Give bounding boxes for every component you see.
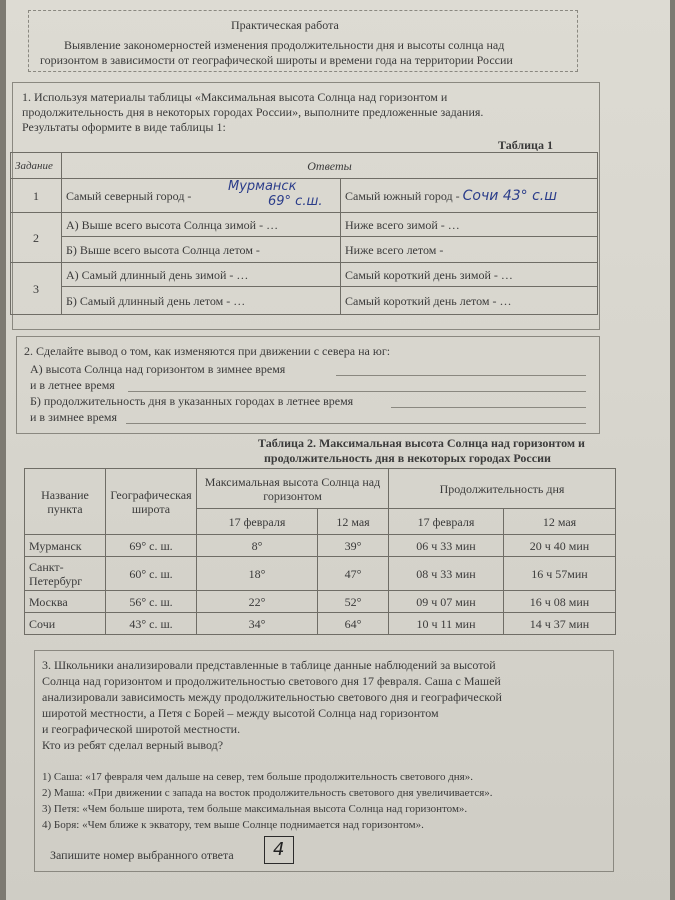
table2-cell-duration-may: 16 ч 57мин xyxy=(504,557,616,591)
task3-option-2: 2) Маша: «При движении с запада на восток продолжительность светового дня увеличивается». xyxy=(42,787,493,799)
handwritten-north-answer-2: 69° с.ш. xyxy=(268,194,323,209)
table1-cell-num: 3 xyxy=(11,263,62,315)
handwritten-south-answer: Сочи 43° с.ш xyxy=(462,187,558,204)
table2-header-name: Название пункта xyxy=(25,469,106,535)
table1-north-label: Самый северный город - xyxy=(66,188,192,203)
table-row xyxy=(11,263,598,287)
table2-title-line2: продолжительность дня в некоторых городах России xyxy=(264,451,551,465)
table2-cell-city: Мурманск xyxy=(25,535,106,557)
table2-cell-height-may: 52° xyxy=(318,591,389,613)
table2-header-height: Максимальная высота Солнца над горизонтом xyxy=(197,469,389,509)
table1-title: Таблица 1 xyxy=(498,138,553,152)
table2-cell-height-may: 47° xyxy=(318,557,389,591)
page-title: Практическая работа xyxy=(231,18,339,32)
table2-cell-duration-may: 20 ч 40 мин xyxy=(504,535,616,557)
task2-line1: 2. Сделайте вывод о том, как изменяются при движении с севера на юг: xyxy=(24,344,391,358)
page-subtitle-line1: Выявление закономерностей изменения продолжительности дня и высоты солнца над xyxy=(64,38,505,52)
table2-cell-duration-may: 14 ч 37 мин xyxy=(504,613,616,635)
answer-line xyxy=(126,423,586,424)
table-row xyxy=(25,557,616,591)
handwritten-north-answer-1: Мурманск xyxy=(228,179,297,194)
table-row xyxy=(11,287,598,315)
table2-cell-duration-feb: 09 ч 07 мин xyxy=(389,591,504,613)
table1-cell-left: Б) Выше всего высота Солнца летом - xyxy=(62,237,341,263)
task3-answer-label: Запишите номер выбранного ответа xyxy=(50,848,234,862)
table1-cell-num: 2 xyxy=(11,213,62,263)
task2-line5: и в зимнее время xyxy=(30,410,118,424)
table2-cell-duration-feb: 08 ч 33 мин xyxy=(389,557,504,591)
table2-cell-lat: 60° с. ш. xyxy=(106,557,197,591)
answer-box[interactable] xyxy=(264,836,294,864)
table1-cell-left: Б) Самый длинный день летом - … xyxy=(62,287,341,315)
table2-cell-height-feb: 18° xyxy=(197,557,318,591)
table-row xyxy=(25,591,616,613)
task3-question: Кто из ребят сделал верный вывод? xyxy=(42,738,224,752)
task3-line5: и географической широтой местности. xyxy=(42,722,241,736)
table1-header-task: Задание xyxy=(11,153,62,179)
table2-cell-height-feb: 8° xyxy=(197,535,318,557)
page-subtitle-line2: горизонтом в зависимости от географической широты и времени года на территории России xyxy=(40,53,513,67)
table2-header-height-feb: 17 февраля xyxy=(197,509,318,535)
table2-cell-lat: 69° с. ш. xyxy=(106,535,197,557)
table2-cell-height-may: 64° xyxy=(318,613,389,635)
table-row xyxy=(25,535,616,557)
task3-line1: 3. Школьники анализировали представленные в таблице данные наблюдений за высотой xyxy=(42,658,496,672)
task2-line2: А) высота Солнца над горизонтом в зимнее время xyxy=(30,362,286,376)
table1-cell-right: Самый короткий день зимой - … xyxy=(341,263,598,287)
table2-title-line1: Таблица 2. Максимальная высота Солнца над горизонтом и xyxy=(258,436,585,450)
task3-line4: широтой местности, а Петя с Борей – между высотой Солнца над горизонтом xyxy=(42,706,439,720)
table1-cell-right: Самый короткий день летом - … xyxy=(341,287,598,315)
table1 xyxy=(10,152,598,315)
table1-cell-num: 1 xyxy=(11,179,62,213)
answer-line xyxy=(128,391,586,392)
task2-line4: Б) продолжительность дня в указанных городах в летнее время xyxy=(30,394,354,408)
table-row xyxy=(11,213,598,237)
table1-cell-left: А) Выше всего высота Солнца зимой - … xyxy=(62,213,341,237)
table2-cell-height-may: 39° xyxy=(318,535,389,557)
task3-line3: анализировали зависимость между продолжительностью светового дня и географической xyxy=(42,690,502,704)
task1-line2: продолжительность дня в некоторых городах России», выполните предложенные задания. xyxy=(22,105,484,119)
table2-header-lat: Географическая широта xyxy=(106,469,197,535)
table2-header-duration-may: 12 мая xyxy=(504,509,616,535)
table2-cell-height-feb: 34° xyxy=(197,613,318,635)
worksheet-page xyxy=(6,0,670,900)
table1-header-answers: Ответы xyxy=(62,153,598,179)
answer-value: 4 xyxy=(273,839,285,860)
table1-south-label: Самый южный город - xyxy=(345,188,463,203)
table2-header-height-may: 12 мая xyxy=(318,509,389,535)
table2-cell-city: Санкт-Петербург xyxy=(25,557,106,591)
task1-line1: 1. Используя материалы таблицы «Максимальная высота Солнца над горизонтом и xyxy=(22,90,448,104)
table2-cell-city: Москва xyxy=(25,591,106,613)
task3-option-3: 3) Петя: «Чем больше широта, тем больше максимальная высота Солнца над горизонтом». xyxy=(42,803,468,815)
table1-cell-right xyxy=(341,179,598,213)
table2-cell-duration-feb: 10 ч 11 мин xyxy=(389,613,504,635)
task1-line3: Результаты оформите в виде таблицы 1: xyxy=(22,120,226,134)
table2-cell-city: Сочи xyxy=(25,613,106,635)
table2-header-duration: Продолжительность дня xyxy=(389,469,616,509)
table2 xyxy=(24,468,616,635)
answer-line xyxy=(391,407,586,408)
table2-header-duration-feb: 17 февраля xyxy=(389,509,504,535)
table1-cell-left: А) Самый длинный день зимой - … xyxy=(62,263,341,287)
table-row xyxy=(11,237,598,263)
table2-cell-duration-feb: 06 ч 33 мин xyxy=(389,535,504,557)
table1-cell-right: Ниже всего зимой - … xyxy=(341,213,598,237)
table2-cell-height-feb: 22° xyxy=(197,591,318,613)
table2-cell-lat: 43° с. ш. xyxy=(106,613,197,635)
task3-line2: Солнца над горизонтом и продолжительностью светового дня 17 февраля. Саша с Машей xyxy=(42,674,501,688)
table2-cell-lat: 56° с. ш. xyxy=(106,591,197,613)
table2-cell-duration-may: 16 ч 08 мин xyxy=(504,591,616,613)
table-row xyxy=(25,613,616,635)
table1-cell-right: Ниже всего летом - xyxy=(341,237,598,263)
answer-line xyxy=(336,375,586,376)
task3-option-4: 4) Боря: «Чем ближе к экватору, тем выше Солнце поднимается над горизонтом». xyxy=(42,819,424,831)
task2-line3: и в летнее время xyxy=(30,378,115,392)
task3-option-1: 1) Саша: «17 февраля чем дальше на север, тем больше продолжительность светового дня». xyxy=(42,771,473,783)
